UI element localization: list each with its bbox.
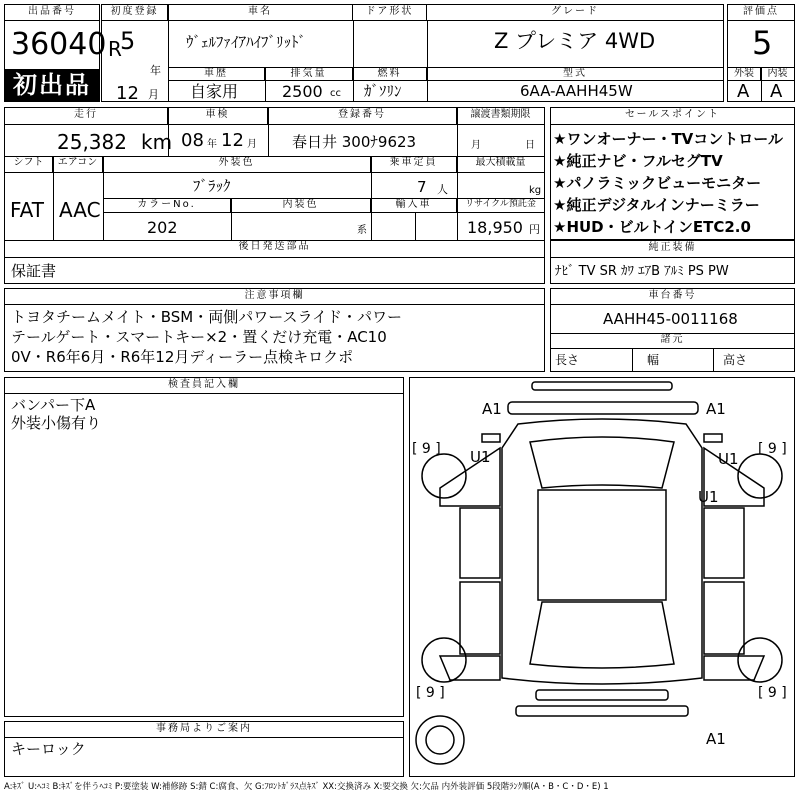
inspection-year: 08: [181, 130, 204, 151]
mileage-value: 25,382: [57, 130, 127, 154]
aircon-label: エアコン: [53, 156, 103, 173]
grade-label: グレード: [427, 5, 723, 21]
mark-a1-rear: A1: [706, 730, 726, 748]
fuel-label: 燃料: [353, 67, 427, 81]
int-score: A: [770, 81, 783, 102]
lot-number: 36040: [11, 27, 107, 62]
score-label: 評価点: [728, 5, 794, 21]
car-diagram: [410, 378, 794, 776]
transfer-day-unit: 日: [525, 140, 535, 151]
dim-height-label: 高さ: [723, 353, 748, 367]
max-load-label: 最大積載量: [457, 156, 544, 173]
notes-box: [4, 288, 545, 372]
registration-value: 春日井 300ﾅ9623: [292, 133, 417, 151]
tire-rear-left: [ 9 ]: [416, 685, 445, 701]
max-load-unit: kg: [529, 185, 542, 196]
notes-label: 注意事項欄: [5, 289, 544, 305]
mark-a1-front-right: A1: [706, 400, 726, 418]
ext-color-label: 外装色: [103, 156, 371, 173]
rear-bumper: [536, 690, 668, 700]
office-label: 事務局よりご案内: [5, 722, 403, 738]
score-value: 5: [752, 24, 773, 62]
inspector-line-2: 外装小傷有り: [11, 414, 102, 432]
inspection-month-unit: 月: [247, 139, 257, 150]
car-name-label: 車名: [168, 5, 353, 21]
body-outline: [502, 419, 702, 684]
sales-points-label: セールスポイント: [551, 108, 794, 125]
mileage-label: 走行: [5, 108, 168, 125]
spare-wheel: [416, 716, 464, 764]
inspector-line-1: バンパー下A: [11, 396, 96, 414]
score-box: [727, 4, 795, 102]
sales-point-4: ★純正デジタルインナーミラー: [553, 196, 760, 214]
inspection-label: 車検: [168, 108, 268, 125]
grade-value: Z プレミア 4WD: [494, 29, 656, 53]
aircon-value: AAC: [59, 198, 101, 222]
sales-point-3: ★パノラミックビューモニター: [553, 174, 762, 192]
displacement-label: 排気量: [265, 67, 353, 81]
history-label: 車歴: [168, 67, 265, 81]
recycle-unit: 円: [529, 223, 540, 236]
recycle-value: 18,950: [467, 218, 523, 237]
fuel-value: ｶﾞｿﾘﾝ: [364, 82, 402, 100]
first-listing-badge: 初出品: [5, 69, 99, 101]
inspector-label: 検査員記入欄: [5, 378, 403, 394]
shift-label: シフト: [5, 156, 53, 173]
header-grid: [101, 4, 724, 102]
first-reg-month: 12: [116, 83, 139, 104]
recycle-label: リサイクル預託金: [457, 198, 544, 213]
later-parts-value: 保証書: [11, 262, 57, 280]
genuine-equipment-label: 純正装備: [551, 241, 794, 258]
front-bumper-top: [532, 382, 672, 390]
mirror-left: [482, 434, 500, 442]
import-label: 輸入車: [371, 198, 457, 213]
mileage-unit: km: [141, 130, 173, 154]
dimensions-label: 諸元: [551, 333, 794, 349]
wheel-front-right: [738, 454, 782, 498]
car-name-value: ｳﾞｪﾙﾌｧｲｱﾊｲﾌﾞﾘｯﾄﾞ: [186, 33, 307, 51]
windshield: [530, 437, 674, 488]
legend: A:ｷｽﾞ U:ﾍｺﾐ B:ｷｽﾞを伴うﾍｺﾐ P:要塗装 W:補修跡 S:錆 C:腐食、欠 G:ﾌﾛﾝﾄｶﾞﾗｽ点ｷｽﾞ XX:交換済み X:要交換 欠:欠品 内外装評価 5段階ﾗﾝｸ順(A・B・C・D・E) 1: [4, 782, 609, 792]
front-bumper: [508, 402, 698, 414]
wheel-rear-right: [738, 638, 782, 682]
ext-score: A: [737, 81, 750, 102]
door-label: ドア形状: [353, 5, 427, 21]
capacity-label: 乗車定員: [371, 156, 457, 173]
notes-line-3: 0V・R6年6月・R6年12月ディーラー点検キロクポ: [11, 348, 354, 366]
rear-glass: [530, 602, 674, 668]
lot-label: 出品番号: [5, 5, 99, 21]
wheel-front-left: [422, 454, 466, 498]
mark-u1-right: U1: [698, 488, 719, 506]
history-value: 自家用: [190, 82, 239, 101]
first-reg-label: 初度登録: [102, 5, 168, 21]
left-rear-door: [460, 582, 500, 654]
first-reg-era: R: [108, 37, 122, 61]
registration-label: 登録番号: [268, 108, 457, 125]
roof: [538, 490, 666, 600]
first-reg-month-unit: 月: [148, 88, 159, 101]
transfer-label: 譲渡書類期限: [457, 108, 544, 125]
mark-u1-left: U1: [470, 448, 491, 466]
shift-value: FAT: [10, 198, 45, 222]
inspector-box: [4, 377, 404, 717]
model-label: 型式: [427, 67, 723, 81]
car-diagram-box: [409, 377, 795, 777]
capacity-value: 7: [417, 178, 427, 196]
dim-length-label: 長さ: [555, 353, 580, 367]
displacement-value: 2500: [282, 82, 323, 101]
chassis-value: AAHH45-0011168: [603, 310, 738, 328]
int-label: 内装: [761, 67, 794, 81]
right-front-door: [704, 508, 744, 578]
first-reg-year-unit: 年: [150, 64, 161, 77]
left-rear-quarter: [440, 656, 500, 680]
sales-point-5: ★HUD・ビルトインETC2.0: [553, 218, 751, 236]
office-box: [4, 721, 404, 777]
chassis-box: [550, 288, 795, 372]
sales-point-2: ★純正ナビ・フルセグTV: [553, 152, 723, 170]
int-color-label: 内装色: [231, 198, 371, 213]
model-value: 6AA-AAHH45W: [520, 82, 633, 100]
ext-color-value: ﾌﾞﾗｯｸ: [193, 177, 231, 195]
mark-u1-right-top: U1: [718, 450, 739, 468]
wheel-rear-left: [422, 638, 466, 682]
sales-points-box: [550, 107, 795, 240]
color-no-label: カラーNo.: [103, 198, 231, 213]
right-rear-quarter: [704, 656, 764, 680]
transfer-month-unit: 月: [471, 140, 481, 151]
int-color-unit: 系: [357, 225, 367, 236]
dim-width-label: 幅: [647, 353, 660, 367]
inspection-year-unit: 年: [207, 139, 217, 150]
lot-box: [4, 4, 107, 102]
tire-rear-right: [ 9 ]: [758, 685, 787, 701]
sales-point-1: ★ワンオーナー・TVコントロール: [553, 130, 783, 148]
notes-line-2: テールゲート・スマートキー×2・置くだけ充電・AC10: [11, 328, 387, 346]
displacement-unit: cc: [330, 88, 341, 99]
color-no-value: 202: [147, 218, 178, 237]
tire-front-right: [ 9 ]: [758, 441, 787, 457]
notes-line-1: トヨタチームメイト・BSM・両側パワースライド・パワー: [11, 308, 402, 326]
left-front-door: [460, 508, 500, 578]
office-value: キーロック: [11, 740, 86, 758]
mirror-right: [704, 434, 722, 442]
chassis-label: 車台番号: [551, 289, 794, 305]
genuine-equipment-box: [550, 240, 795, 284]
later-parts-label: 後日発送部品: [238, 241, 311, 252]
later-parts-box: [4, 257, 545, 284]
details-grid: [4, 107, 545, 258]
inspection-month: 12: [221, 130, 244, 151]
tire-front-left: [ 9 ]: [412, 441, 441, 457]
ext-label: 外装: [728, 67, 761, 81]
right-rear-door: [704, 582, 744, 654]
genuine-equipment-value: ﾅﾋﾞ TV SR ｶﾜ ｴｱB ｱﾙﾐ PS PW: [555, 264, 729, 279]
first-reg-year: 5: [120, 27, 136, 55]
rear-step: [516, 706, 688, 716]
capacity-unit: 人: [437, 183, 448, 196]
mark-a1-front-left: A1: [482, 400, 502, 418]
